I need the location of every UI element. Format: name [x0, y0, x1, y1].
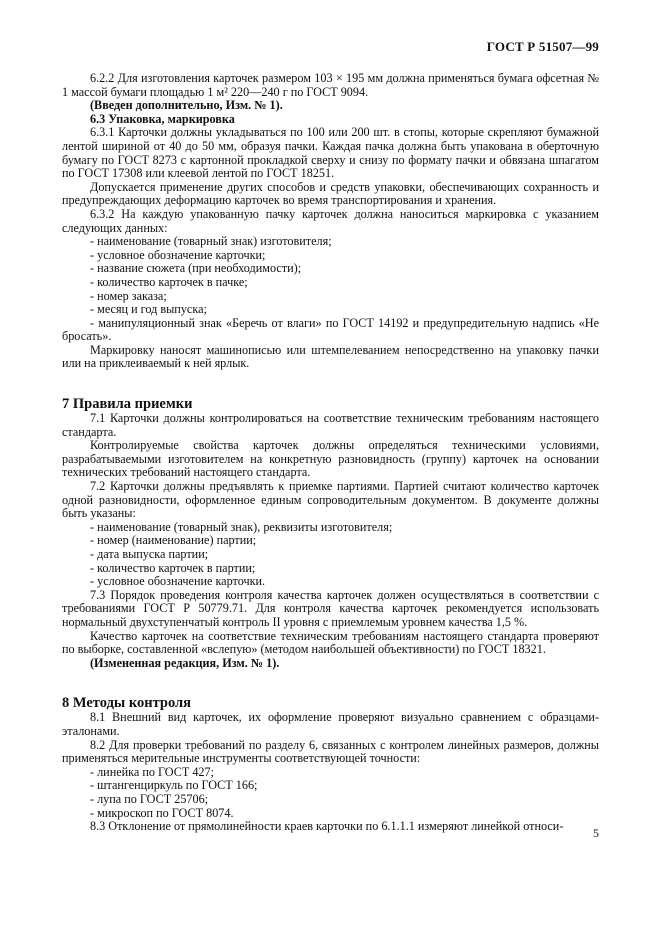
paragraph-8-2: 8.2 Для проверки требований по разделу 6, связанных с контролем линейных размеров, должны применяться мерительные инструменты соответствующей точности: — [62, 737, 599, 766]
section-title-7: 7 Правила приемки — [62, 396, 193, 413]
amendment-note: (Измененная редакция, Изм. № 1). — [90, 655, 280, 670]
paragraph-6-3-1: 6.3.1 Карточки должны укладываться по 100 или 200 шт. в стопы, которые скрепляют бумажной лентой шириной от 40 до 50 мм, образуя пачки. Каждая пачка должна быть упакована в оберточную бумагу по ГОСТ 8273 с картонной прокладкой сверху и снизу по формату пачки и обвязана шпагатом по ГОСТ 17308 или клеевой лентой по ГОСТ 18251. — [62, 125, 599, 181]
paragraph-8-3: 8.3 Отклонение от прямолинейности краев карточки по 6.1.1.1 измеряют линейкой относи- — [90, 819, 564, 834]
document-header-standard: ГОСТ Р 51507—99 — [486, 39, 599, 54]
list-item: - количество карточек в партии; — [90, 560, 256, 575]
paragraph-6-2-2: 6.2.2 Для изготовления карточек размером 103 × 195 мм должна применяться бумага офсетная № 1 массой бумаги площадью 1 м² 220—240 г по ГОСТ 9094. — [62, 71, 599, 99]
list-item: - название сюжета (при необходимости); — [90, 261, 302, 276]
paragraph-7-3-cont: Качество карточек на соответствие техническим требованиям настоящего стандарта проверяют по выборке, составленной «вслепую» (методом наибольшей объективности) по ГОСТ 18321. — [62, 628, 599, 657]
list-item: - линейка по ГОСТ 427; — [90, 764, 214, 779]
paragraph-7-2: 7.2 Карточки должны предъявлять к приемке партиями. Партией считают количество карточек одной разновидности, оформленное единым сопроводительным документом. В документе должны быть указаны: — [62, 479, 599, 521]
list-item: - номер (наименование) партии; — [90, 533, 257, 548]
list-item: - лупа по ГОСТ 25706; — [90, 791, 209, 806]
list-item: - дата выпуска партии; — [90, 547, 209, 561]
page-body — [62, 72, 599, 834]
paragraph-7-3: 7.3 Порядок проведения контроля качества карточек должен осуществляться в соответствии с требованиями ГОСТ Р 50779.71. Для контроля качества карточек рекомендуется использовать нормальный двухступенчатый контроль II уровня с приемлемым уровнем качества 1,5 %. — [62, 587, 599, 629]
paragraph-8-1: 8.1 Внешний вид карточек, их оформление проверяют визуально сравнением с образцами-эталонами. — [62, 710, 599, 738]
list-item: - манипуляционный знак «Беречь от влаги» по ГОСТ 14192 и предупредительную надпись «Не бросать». — [62, 315, 599, 344]
section-title-8: 8 Методы контроля — [62, 695, 192, 712]
paragraph-6-3-1-cont: Допускается применение других способов и средств упаковки, обеспечивающих сохранность и предупреждающих деформацию карточек во время транспортирования и хранения. — [62, 179, 599, 208]
paragraph-6-3-2: 6.3.2 На каждую упакованную пачку карточек должна наноситься маркировка с указанием следующих данных: — [62, 206, 599, 235]
subsection-title-6-3: 6.3 Упаковка, маркировка — [90, 111, 235, 126]
paragraph-7-1: 7.1 Карточки должны контролироваться на соответствие техническим требованиям настоящего стандарта. — [62, 411, 599, 439]
amendment-note: (Введен дополнительно, Изм. № 1). — [90, 98, 283, 113]
list-item: - штангенциркуль по ГОСТ 166; — [90, 778, 258, 793]
page-number: 5 — [593, 826, 599, 840]
list-item: - количество карточек в пачке; — [90, 274, 248, 289]
list-item: - номер заказа; — [90, 288, 167, 303]
list-item: - условное обозначение карточки; — [90, 247, 266, 262]
paragraph-6-3-2-cont: Маркировку наносят машинописью или штемпелеванием непосредственно на упаковку пачки или на приклеиваемый к ней ярлык. — [62, 342, 599, 371]
list-item: - месяц и год выпуска; — [90, 302, 207, 317]
list-item: - микроскоп по ГОСТ 8074. — [90, 805, 234, 820]
list-item: - наименование (товарный знак) изготовителя; — [90, 234, 332, 249]
list-item: - условное обозначение карточки. — [90, 574, 266, 589]
paragraph-7-1-cont: Контролируемые свойства карточек должны определяться техническими условиями, разрабатываемыми изготовителем на конкретную разновидность (группу) карточек на основании технических требований настоящего стандарта. — [62, 438, 599, 480]
list-item: - наименование (товарный знак), реквизиты изготовителя; — [90, 519, 393, 534]
